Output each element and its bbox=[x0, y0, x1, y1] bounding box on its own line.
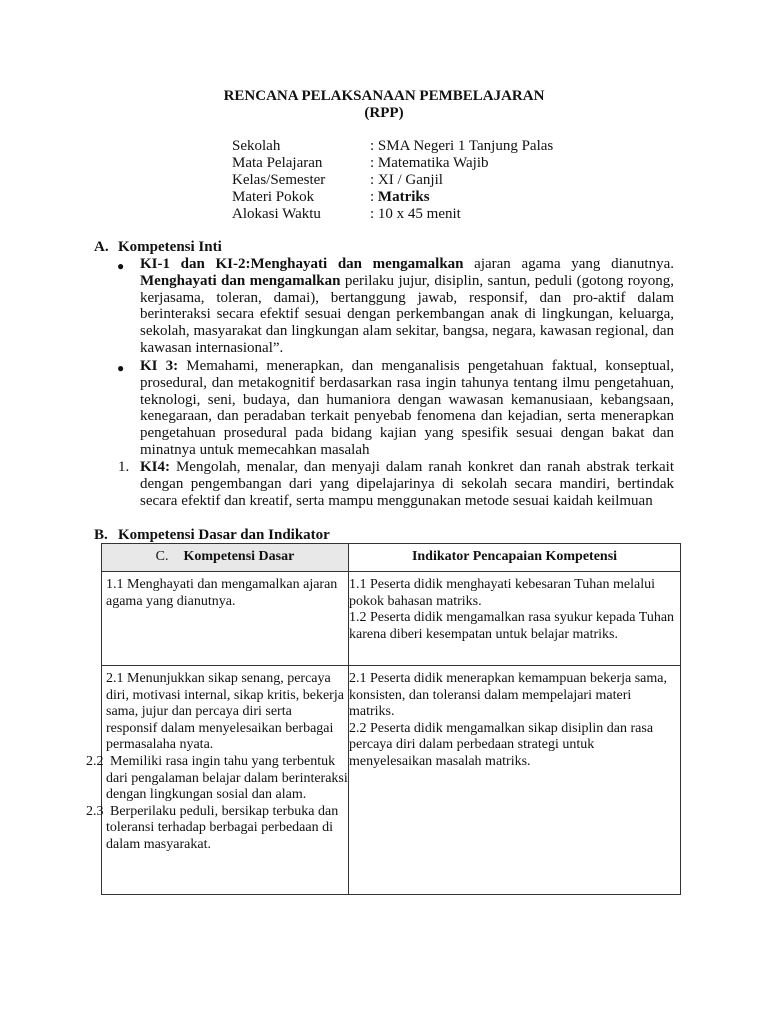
table-header-left-label: Kompetensi Dasar bbox=[183, 549, 295, 565]
identity-value-alokasi: : 10 x 45 menit bbox=[370, 206, 461, 222]
kd-2-2 bbox=[86, 753, 348, 804]
bullet-icon: ● bbox=[117, 259, 125, 273]
kd-2-2-number: 2.2 bbox=[86, 753, 104, 769]
ipk-1-1: 1.1 Peserta didik menghayati kebesaran Tuhan melalui pokok bahasan matriks. bbox=[349, 577, 655, 609]
identity-label-sekolah: Sekolah bbox=[232, 138, 281, 154]
ki3-paragraph bbox=[140, 358, 674, 459]
table-header-indikator: Indikator Pencapaian Kompetensi bbox=[349, 544, 681, 572]
identity-value-materi-prefix: : bbox=[370, 189, 378, 205]
ipk-2-1: 2.1 Peserta didik menerapkan kemampuan bekerja sama, konsisten, dan toleransi dalam mempelajari materi matriks. bbox=[349, 671, 667, 720]
ipk-1-2: 1.2 Peserta didik mengamalkan rasa syukur kepada Tuhan karena diberi kesempatan untuk belajar matriks. bbox=[349, 610, 675, 642]
kd-2-3 bbox=[86, 803, 348, 858]
table-header-letter: C. bbox=[155, 549, 169, 565]
table-row bbox=[102, 572, 681, 666]
section-a-letter: A. bbox=[94, 239, 109, 255]
table-cell-ipk-2 bbox=[349, 666, 681, 895]
ki12-bold-lead: KI-1 dan KI-2:Menghayati dan mengamalkan bbox=[140, 256, 464, 272]
ki3-text: Memahami, menerapkan, dan menganalisis pengetahuan faktual, konseptual, prosedural, dan metakognitif berdasarkan rasa ingin tahunya tentang ilmu pengetahuan, teknologi, seni, budaya, dan humaniora dengan wawasan kemanusiaan, kebangsaan, kenegaraan, dan peradaban terkait penyebab fenomena dan kejadian, serta menerapkan pengetahuan prosedural pada bidang kajian yang spesifik sesuai dengan bakat dan minatnya untuk memecahkan masalah bbox=[140, 358, 674, 458]
ki12-text-1: ajaran agama yang dianutnya. bbox=[463, 256, 674, 272]
section-b-title: Kompetensi Dasar dan Indikator bbox=[118, 527, 330, 543]
kd-2-2-text: Memiliki rasa ingin tahu yang terbentuk dari pengalaman belajar dalam berinteraksi dengan lingkungan sosial dan alam. bbox=[106, 753, 348, 803]
document-title: RENCANA PELAKSANAAN PEMBELAJARAN bbox=[223, 88, 545, 104]
ipk-2-2: 2.2 Peserta didik mengamalkan sikap disiplin dan rasa percaya diri dalam perbedaan strategi untuk menyelesaikan masalah matriks. bbox=[349, 720, 654, 769]
ki12-bold-2: Menghayati dan mengamalkan bbox=[140, 272, 341, 289]
identity-value-materi-bold: Matriks bbox=[377, 189, 430, 205]
identity-label-alokasi: Alokasi Waktu bbox=[232, 206, 321, 222]
identity-label-mapel: Mata Pelajaran bbox=[232, 155, 323, 171]
section-a-heading bbox=[94, 238, 222, 256]
table-cell-kd-1 bbox=[102, 572, 349, 666]
table-header-row bbox=[102, 544, 681, 572]
ki12-paragraph bbox=[140, 256, 674, 357]
identity-label-materi: Materi Pokok bbox=[232, 189, 315, 205]
bullet-icon: ● bbox=[117, 361, 125, 375]
kd-2-3-number: 2.3 bbox=[86, 803, 104, 819]
kd-2-1: 2.1 Menunjukkan sikap senang, percaya diri, motivasi internal, sikap kritis, bekerja sama, jujur dan percaya diri serta responsif dalam menyelesaikan berbagai permasalaha nyata. bbox=[106, 671, 344, 753]
identity-value-mapel: : Matematika Wajib bbox=[370, 155, 489, 171]
section-a-title: Kompetensi Inti bbox=[118, 239, 222, 255]
kd-1-1: 1.1 Menghayati dan mengamalkan ajaran agama yang dianutnya. bbox=[106, 577, 338, 609]
identity-value-kelas: : XI / Ganjil bbox=[370, 172, 443, 188]
table-cell-kd-2 bbox=[86, 666, 349, 895]
table-header-kompetensi-dasar bbox=[102, 544, 349, 572]
identity-value-sekolah: : SMA Negeri 1 Tanjung Palas bbox=[370, 138, 554, 154]
ki3-bold-lead: KI 3: bbox=[140, 358, 179, 374]
section-b-letter: B. bbox=[94, 527, 108, 543]
table-cell-ipk-1 bbox=[349, 572, 681, 666]
section-b-heading bbox=[94, 526, 330, 544]
document-subtitle: (RPP) bbox=[364, 105, 404, 121]
ki4-paragraph bbox=[140, 459, 674, 509]
ki4-bold-lead: KI4: bbox=[140, 459, 170, 475]
kompetensi-table bbox=[86, 543, 681, 895]
ki4-text: Mengolah, menalar, dan menyaji dalam ranah konkret dan ranah abstrak terkait dengan pengembangan dari yang dipelajarinya di sekolah secara mandiri, bertindak secara efektif dan kreatif, serta mampu menggunakan metode sesuai kaidah keilmuan bbox=[140, 459, 674, 509]
identity-value-materi bbox=[370, 189, 430, 206]
ki4-number: 1. bbox=[118, 459, 130, 475]
table-row bbox=[102, 666, 681, 895]
ki12-text-2: perilaku jujur, disiplin, santun, peduli (gotong royong, kerjasama, toleran, damai), bertanggung jawab, responsif, dan pro-aktif dalam berinteraksi secara efektif sesuai dengan perkembangan anak di lingkungan, keluarga, sekolah, masyarakat dan lingkungan alam sekitar, bangsa, negara, kawasan regional, dan kawasan internasional”. bbox=[140, 272, 674, 356]
kd-2-3-text: Berperilaku peduli, bersikap terbuka dan toleransi terhadap berbagai perbedaan di dalam masyarakat. bbox=[106, 803, 339, 852]
identity-label-kelas: Kelas/Semester bbox=[232, 172, 326, 188]
